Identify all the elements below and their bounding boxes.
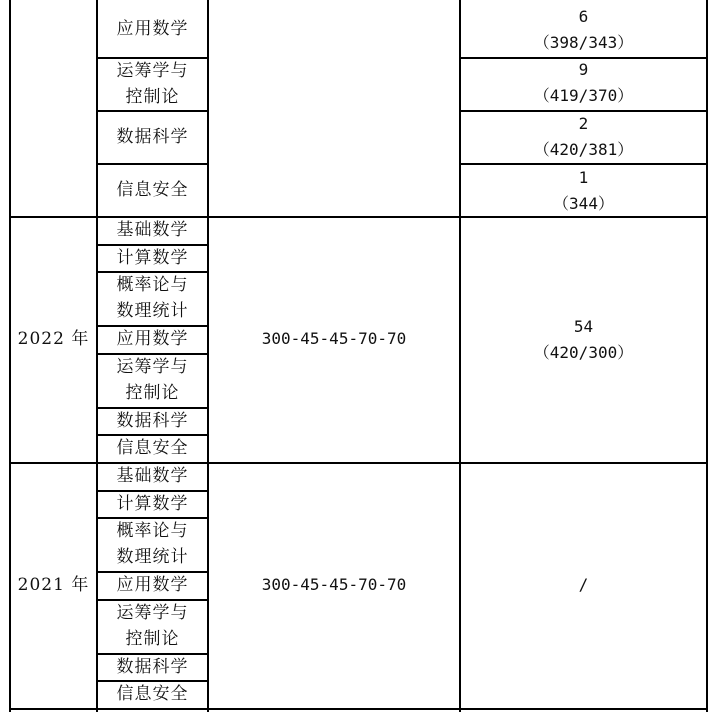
major-cell xyxy=(98,681,207,707)
major-name: 数理统计 xyxy=(116,547,189,567)
major-name: 数据科学 xyxy=(116,657,189,677)
score-line: 300-45-45-70-70 xyxy=(261,575,407,594)
admit-count: 9 xyxy=(578,60,589,79)
major-cell xyxy=(98,491,207,517)
major-cell xyxy=(98,518,207,570)
score-range: （420/381） xyxy=(533,140,634,159)
col-border-major-line xyxy=(207,0,209,712)
admit-count: 6 xyxy=(578,7,589,26)
year-label: 2022 年 xyxy=(17,329,90,349)
major-name: 运筹学与 xyxy=(116,603,189,623)
admit-count: 54 xyxy=(573,317,594,336)
row-border xyxy=(96,110,209,112)
major-name: 应用数学 xyxy=(116,575,189,595)
result-cell xyxy=(461,57,706,109)
major-cell xyxy=(98,177,207,203)
year-label: 2021 年 xyxy=(17,575,90,595)
major-name: 数据科学 xyxy=(116,411,189,431)
major-cell xyxy=(98,408,207,434)
result-cell xyxy=(461,111,706,163)
major-name: 信息安全 xyxy=(116,684,189,704)
score-line-cell xyxy=(209,572,459,598)
major-cell xyxy=(98,58,207,110)
year-cell xyxy=(11,572,96,598)
major-cell xyxy=(98,272,207,324)
admit-count: 1 xyxy=(578,168,589,187)
major-name: 运筹学与 xyxy=(116,61,189,81)
major-cell xyxy=(98,600,207,652)
major-name: 基础数学 xyxy=(116,466,189,486)
major-name: 控制论 xyxy=(125,383,180,403)
major-cell xyxy=(98,124,207,150)
major-cell xyxy=(98,326,207,352)
major-cell xyxy=(98,435,207,461)
major-cell xyxy=(98,463,207,489)
row-border xyxy=(96,163,209,165)
score-range: （420/300） xyxy=(533,343,634,362)
major-cell xyxy=(98,245,207,271)
score-line: 300-45-45-70-70 xyxy=(261,329,407,348)
result-cell xyxy=(461,314,706,366)
major-cell xyxy=(98,16,207,42)
score-line-cell xyxy=(209,326,459,352)
col-border-left xyxy=(9,0,11,712)
table-bottom-border xyxy=(9,708,708,710)
score-range: （419/370） xyxy=(533,86,634,105)
major-name: 基础数学 xyxy=(116,220,189,240)
major-name: 概率论与 xyxy=(116,275,189,295)
major-cell xyxy=(98,654,207,680)
score-range: （398/343） xyxy=(533,33,634,52)
result-cell xyxy=(461,4,706,56)
major-cell xyxy=(98,217,207,243)
major-cell xyxy=(98,354,207,406)
major-name: 数据科学 xyxy=(116,127,189,147)
major-name: 数理统计 xyxy=(116,301,189,321)
admit-count: 2 xyxy=(578,114,589,133)
result-cell xyxy=(461,165,706,217)
major-name: 运筹学与 xyxy=(116,357,189,377)
major-name: 信息安全 xyxy=(116,180,189,200)
major-name: 控制论 xyxy=(125,629,180,649)
result-cell xyxy=(461,572,706,598)
major-cell xyxy=(98,572,207,598)
major-name: 控制论 xyxy=(125,87,180,107)
no-data-mark: / xyxy=(578,575,589,594)
year-cell xyxy=(11,326,96,352)
major-name: 计算数学 xyxy=(116,494,189,514)
major-name: 应用数学 xyxy=(116,329,189,349)
major-name: 信息安全 xyxy=(116,438,189,458)
major-name: 概率论与 xyxy=(116,521,189,541)
score-range: （344） xyxy=(553,194,614,213)
major-name: 应用数学 xyxy=(116,19,189,39)
major-name: 计算数学 xyxy=(116,248,189,268)
